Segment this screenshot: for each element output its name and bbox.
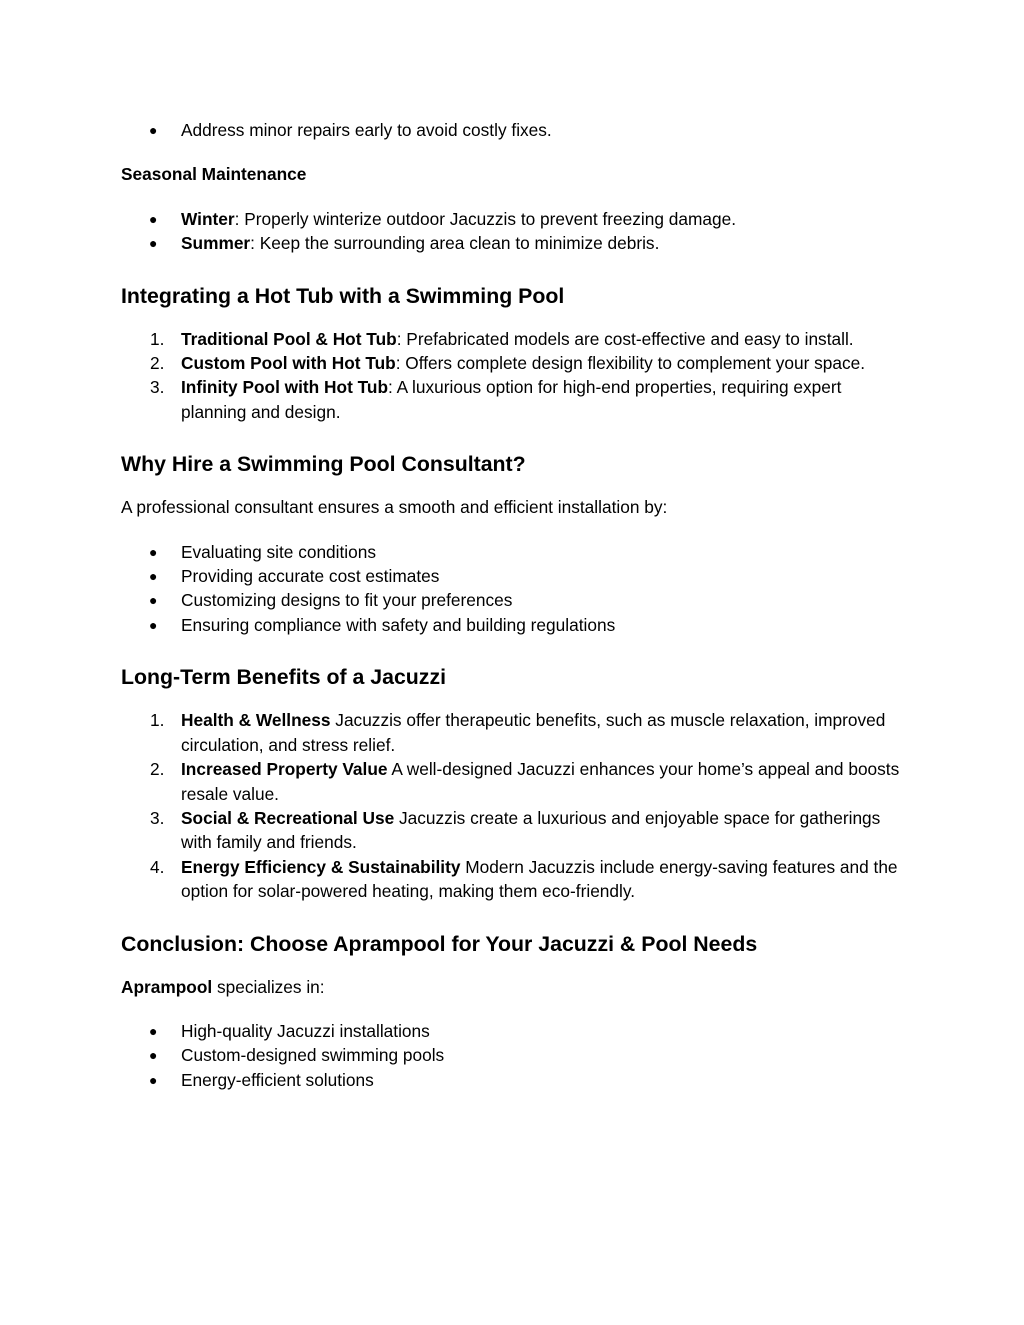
conclusion-heading: Conclusion: Choose Aprampool for Your Jacuzzi & Pool Needs	[121, 931, 758, 956]
list-item	[121, 1043, 911, 1067]
seasonal-maintenance-heading: Seasonal Maintenance	[121, 164, 307, 185]
list-item-text: Evaluating site conditions	[181, 541, 377, 562]
list-item-term: Winter	[181, 208, 235, 229]
bullet-icon: ●	[149, 1022, 158, 1039]
list-item-term: Energy Efficiency & Sustainability	[181, 856, 461, 877]
list-item	[121, 613, 911, 637]
list-number: 2.	[150, 353, 165, 374]
benefits-heading: Long-Term Benefits of a Jacuzzi	[121, 665, 447, 690]
bullet-icon: ●	[149, 592, 158, 609]
list-item	[121, 118, 911, 142]
list-item-text: Jacuzzis offer therapeutic benefits, such as muscle relaxation, improved circulation, and stress relief.	[181, 710, 886, 755]
list-item-term: Summer	[181, 233, 251, 254]
benefits-list	[121, 708, 911, 903]
integrating-heading: Integrating a Hot Tub with a Swimming Pool	[121, 283, 565, 308]
consultant-list	[121, 540, 911, 638]
list-item-text: : Offers complete design flexibility to complement your space.	[395, 353, 866, 374]
list-item-text: Ensuring compliance with safety and building regulations	[181, 614, 616, 635]
list-item-term: Health & Wellness	[181, 710, 331, 731]
list-item	[121, 1019, 911, 1043]
list-item-text: : Properly winterize outdoor Jacuzzis to prevent freezing damage.	[234, 208, 737, 229]
list-item	[121, 588, 911, 612]
seasonal-list	[121, 207, 911, 256]
list-item	[121, 806, 911, 855]
list-item	[121, 351, 911, 375]
list-number: 4.	[150, 856, 165, 877]
bullet-icon: ●	[149, 122, 158, 138]
list-number: 1.	[150, 710, 165, 731]
bullet-icon: ●	[149, 543, 158, 560]
bullet-icon: ●	[149, 1047, 158, 1064]
list-number: 3.	[150, 807, 165, 828]
list-item-text: Customizing designs to fit your preferences	[181, 590, 513, 611]
bullet-icon: ●	[149, 210, 158, 227]
list-number: 3.	[150, 377, 165, 398]
list-item	[121, 757, 911, 806]
list-item-text: Modern Jacuzzis include energy-saving features and the option for solar-powered heating, making them eco-friendly.	[181, 856, 898, 902]
list-item-text: : Keep the surrounding area clean to minimize debris.	[250, 233, 660, 254]
list-item-term: Custom Pool with Hot Tub	[181, 353, 396, 374]
list-item	[121, 375, 911, 424]
list-item-text: : A luxurious option for high-end properties, requiring expert planning and design.	[181, 377, 842, 422]
list-item-text: Providing accurate cost estimates	[181, 566, 440, 587]
conclusion-intro	[121, 975, 911, 999]
consultant-intro: A professional consultant ensures a smooth and efficient installation by:	[121, 497, 668, 518]
list-number: 2.	[150, 759, 165, 780]
list-item	[121, 564, 911, 588]
brand-name: Aprampool	[121, 976, 213, 997]
conclusion-list	[121, 1019, 911, 1092]
conclusion-intro-text: specializes in:	[212, 976, 325, 997]
list-item	[121, 1068, 911, 1092]
list-item	[121, 708, 911, 757]
bullet-icon: ●	[149, 616, 158, 633]
list-item	[121, 207, 911, 231]
list-item	[121, 231, 911, 255]
list-item-text: Jacuzzis create a luxurious and enjoyable space for gatherings with family and friends.	[181, 807, 881, 853]
list-item-text: High-quality Jacuzzi installations	[181, 1020, 430, 1041]
list-item	[121, 855, 911, 904]
consultant-heading: Why Hire a Swimming Pool Consultant?	[121, 452, 526, 477]
list-item-term: Social & Recreational Use	[181, 807, 395, 828]
bullet-icon: ●	[149, 235, 158, 252]
list-item	[121, 327, 911, 351]
list-item-text: Address minor repairs early to avoid costly fixes.	[181, 120, 552, 140]
bullet-icon: ●	[149, 568, 158, 585]
list-item-text: Energy-efficient solutions	[181, 1069, 374, 1090]
list-item-text: Custom-designed swimming pools	[181, 1045, 445, 1066]
list-number: 1.	[150, 328, 165, 349]
list-item	[121, 540, 911, 564]
list-item-term: Traditional Pool & Hot Tub	[181, 328, 397, 349]
list-item-text: A well-designed Jacuzzi enhances your home’s appeal and boosts resale value.	[181, 759, 900, 804]
document-content	[121, 118, 911, 1092]
integrating-list	[121, 327, 911, 425]
list-item-term: Infinity Pool with Hot Tub	[181, 377, 389, 398]
list-item-text: : Prefabricated models are cost-effective and easy to install.	[396, 328, 854, 349]
bullet-icon: ●	[149, 1071, 158, 1088]
list-item-term: Increased Property Value	[181, 759, 388, 780]
intro-bullet-list	[121, 118, 911, 142]
